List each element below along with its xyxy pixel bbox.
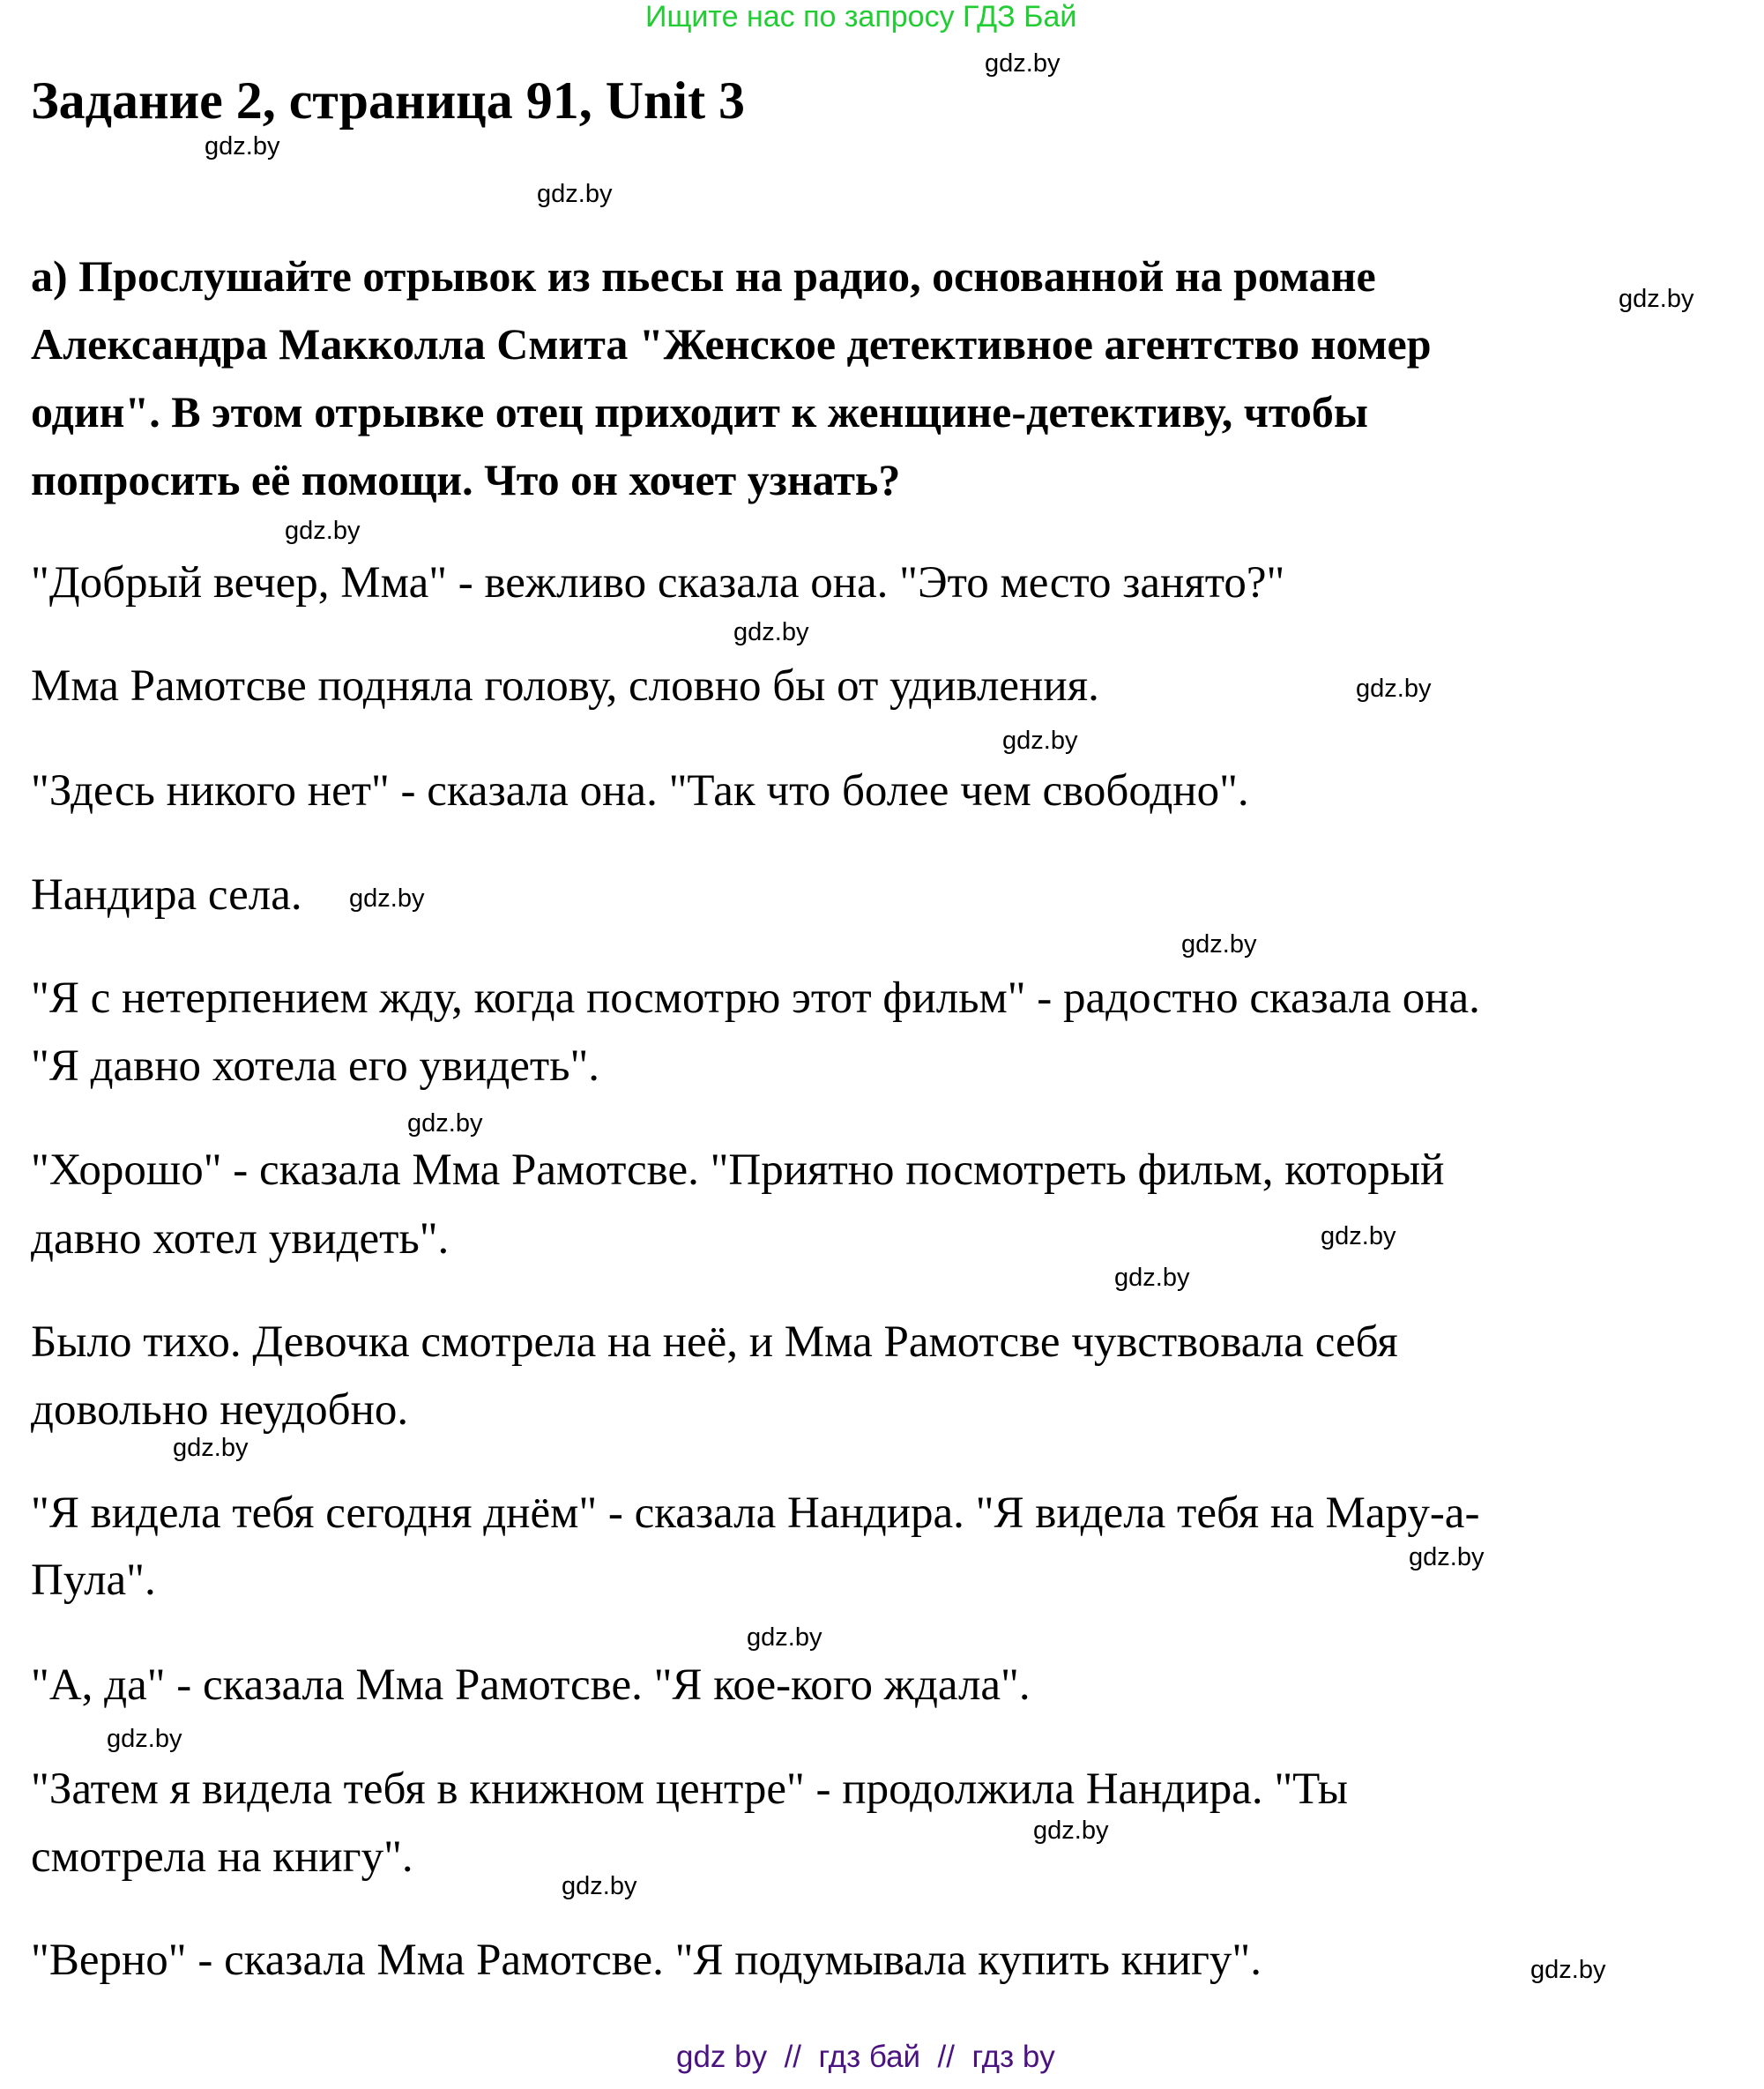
- watermark: gdz.by: [205, 132, 280, 160]
- page-title: Задание 2, страница 91, Unit 3: [31, 71, 746, 130]
- task-line-2: Александра Макколла Смита "Женское детективное агентство номер: [31, 319, 1432, 369]
- watermark: gdz.by: [1619, 285, 1694, 313]
- watermark: gdz.by: [1002, 727, 1078, 755]
- watermark: gdz.by: [1356, 675, 1432, 703]
- body-line: "Верно" - сказала Мма Рамотсве. "Я подумывала купить книгу".: [31, 1936, 1262, 1985]
- body-line: "Здесь никого нет" - сказала она. "Так что более чем свободно".: [31, 766, 1249, 816]
- watermark: gdz.by: [1321, 1222, 1396, 1250]
- watermark: gdz.by: [1530, 1956, 1606, 1984]
- task-line-1: а) Прослушайте отрывок из пьесы на радио, основанной на романе: [31, 251, 1376, 301]
- body-line: "Я с нетерпением жду, когда посмотрю этот фильм" - радостно сказала она.: [31, 974, 1480, 1023]
- body-line: "Я давно хотела его увидеть".: [31, 1041, 600, 1091]
- watermark: gdz.by: [747, 1623, 822, 1652]
- watermark: gdz.by: [173, 1434, 249, 1462]
- body-line: смотрела на книгу".: [31, 1832, 413, 1882]
- watermark: gdz.by: [1114, 1264, 1190, 1292]
- watermark: gdz.by: [349, 884, 425, 913]
- body-line: "Я видела тебя сегодня днём" - сказала Нандира. "Я видела тебя на Мару-а-: [31, 1488, 1480, 1538]
- task-line-3: один". В этом отрывке отец приходит к женщине-детективу, чтобы: [31, 387, 1368, 436]
- task-line-4: попросить её помощи. Что он хочет узнать?: [31, 455, 901, 504]
- body-line: Нандира села.: [31, 870, 302, 920]
- body-line: давно хотел увидеть".: [31, 1214, 450, 1264]
- body-line: Было тихо. Девочка смотрела на неё, и Мма Рамотсве чувствовала себя: [31, 1317, 1398, 1367]
- watermark: gdz.by: [1181, 930, 1257, 959]
- body-line: "Добрый вечер, Мма" - вежливо сказала она. "Это место занято?": [31, 558, 1285, 608]
- watermark: gdz.by: [407, 1109, 483, 1138]
- watermark: gdz.by: [733, 618, 809, 646]
- watermark: gdz.by: [107, 1725, 182, 1753]
- search-hint-link[interactable]: Ищите нас по запросу ГДЗ Бай: [645, 0, 1077, 34]
- body-line: "Затем я видела тебя в книжном центре" - продолжила Нандира. "Ты: [31, 1764, 1349, 1814]
- watermark: gdz.by: [985, 49, 1061, 78]
- watermark: gdz.by: [1409, 1543, 1485, 1571]
- watermark: gdz.by: [537, 180, 613, 208]
- footer-links[interactable]: gdz by // гдз бай // гдз by: [676, 2040, 1055, 2074]
- body-line: Пула".: [31, 1556, 156, 1605]
- body-line: "Хорошо" - сказала Мма Рамотсве. "Приятно посмотреть фильм, который: [31, 1145, 1445, 1195]
- body-line: довольно неудобно.: [31, 1385, 409, 1435]
- body-line: "А, да" - сказала Мма Рамотсве. "Я кое-кого ждала".: [31, 1660, 1031, 1710]
- body-line: Мма Рамотсве подняла голову, словно бы от удивления.: [31, 661, 1099, 711]
- watermark: gdz.by: [285, 517, 361, 545]
- watermark: gdz.by: [1033, 1817, 1109, 1845]
- watermark: gdz.by: [562, 1872, 637, 1900]
